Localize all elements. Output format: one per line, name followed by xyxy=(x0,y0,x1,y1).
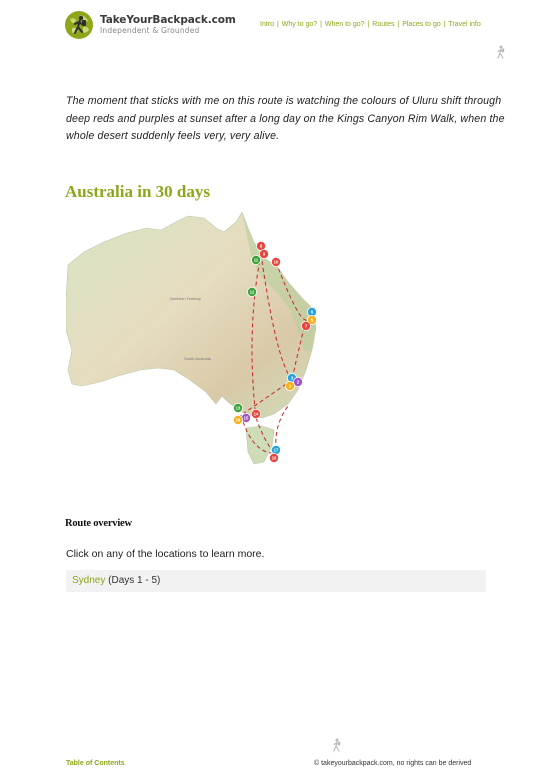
nav-why-to-go[interactable]: Why to go? xyxy=(281,21,318,28)
brand-tagline: Independent & Grounded xyxy=(100,26,200,35)
map-marker-label: 17 xyxy=(273,447,279,453)
nav-separator: | xyxy=(318,21,322,28)
location-row-sydney[interactable] xyxy=(66,570,486,592)
map-label-south: South Australia xyxy=(184,356,211,361)
nav-intro[interactable]: Intro xyxy=(260,21,275,28)
map-marker-label: 10 xyxy=(273,259,279,265)
copyright-notice: © takeyourbackpack.com, no rights can be derived xyxy=(314,760,472,767)
nav-separator: | xyxy=(275,21,279,28)
map-marker-label: 9 xyxy=(262,251,266,257)
page-header xyxy=(0,0,550,48)
table-of-contents-link[interactable]: Table of Contents xyxy=(66,760,125,767)
nav-separator: | xyxy=(441,21,446,28)
nav-separator: | xyxy=(365,21,370,28)
hiker-icon xyxy=(331,738,343,752)
map-marker-label: 14 xyxy=(253,411,259,417)
map-marker-label: 13 xyxy=(235,405,241,411)
map-marker-label: 12 xyxy=(249,289,255,295)
location-days: (Days 1 - 5) xyxy=(105,575,161,586)
map-marker-label: 1 xyxy=(288,383,292,389)
australia-mainland xyxy=(66,212,316,418)
globe-hiker-logo[interactable] xyxy=(64,10,94,40)
map-marker-label: 6 xyxy=(310,309,314,315)
map-marker-label: 8 xyxy=(259,243,263,249)
nav-routes[interactable]: Routes xyxy=(372,21,395,28)
map-marker-label: 3 xyxy=(290,375,294,381)
map-marker-label: 11 xyxy=(253,257,259,263)
map-marker-label: 15 xyxy=(243,415,249,421)
map-marker-label: 16 xyxy=(235,417,241,423)
nav-places-to-go[interactable]: Places to go xyxy=(402,21,441,28)
route-quote: The moment that sticks with me on this route is watching the colours of Uluru shift through deep reds and purples at sunset after a long day on the Kings Canyon Rim Walk, when the whole desert suddenly feels very, very alive. xyxy=(66,95,505,142)
nav-when-to-go[interactable]: When to go? xyxy=(324,21,365,28)
location-link-sydney[interactable]: Sydney xyxy=(72,575,106,586)
map-label-territory: Northern Territory xyxy=(170,296,202,301)
map-marker-label: 2 xyxy=(296,379,300,385)
hiker-icon xyxy=(495,45,507,59)
nav-travel-info[interactable]: Travel info xyxy=(448,21,481,28)
nav-separator: | xyxy=(395,21,400,28)
route-map[interactable] xyxy=(66,210,336,480)
section-title: Australia in 30 days xyxy=(65,182,210,201)
map-marker-label: 18 xyxy=(271,455,277,461)
route-overview-heading: Route overview xyxy=(65,518,132,529)
overview-instructions: Click on any of the locations to learn more. xyxy=(66,548,265,560)
brand-name[interactable]: TakeYourBackpack.com xyxy=(100,14,236,26)
top-navigation xyxy=(260,21,481,28)
map-marker-label: 5 xyxy=(310,317,314,323)
map-marker-label: 7 xyxy=(304,323,308,329)
